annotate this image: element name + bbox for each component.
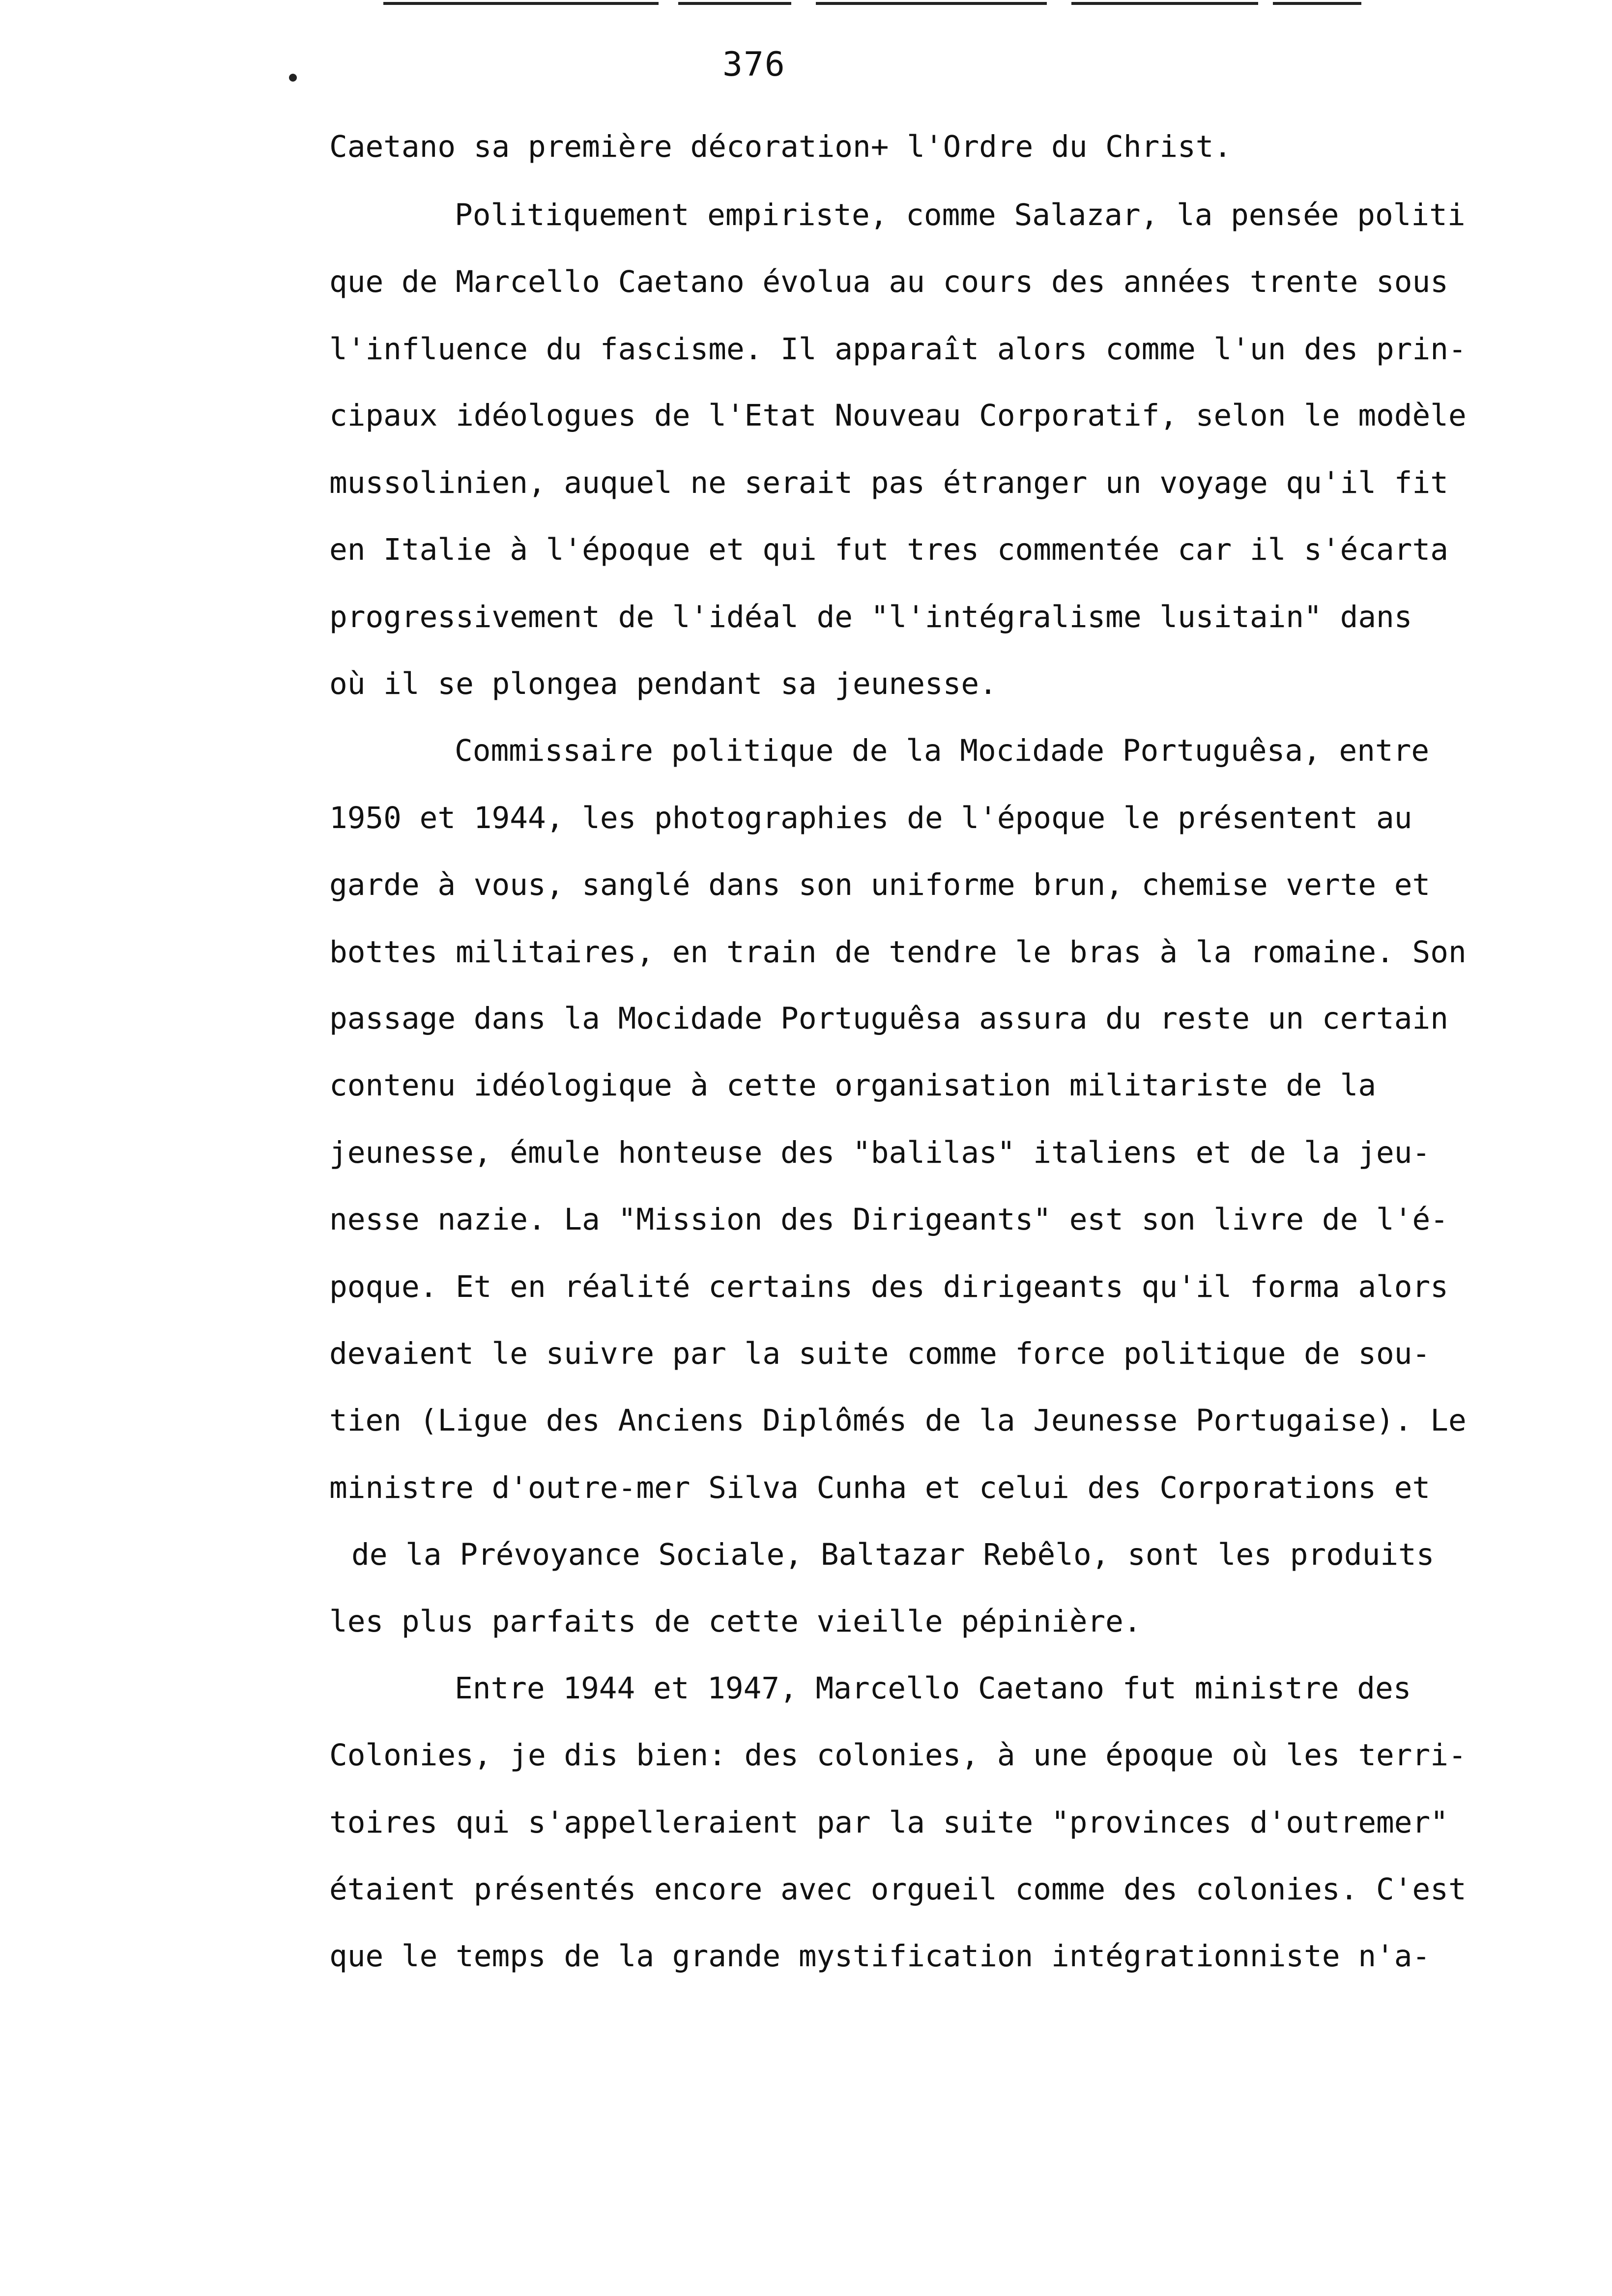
- top-rule: [1273, 2, 1361, 5]
- text-line: ministre d'outre-mer Silva Cunha et celui des Corporations et: [329, 1470, 1431, 1505]
- text-line: passage dans la Mocidade Portuguêsa assura du reste un certain: [329, 1001, 1448, 1036]
- top-rule: [816, 2, 1047, 5]
- text-line: où il se plongea pendant sa jeunesse.: [329, 666, 997, 701]
- top-rule: [383, 2, 659, 5]
- text-line: jeunesse, émule honteuse des "balilas" italiens et de la jeu-: [329, 1135, 1431, 1170]
- text-line: cipaux idéologues de l'Etat Nouveau Corporatif, selon le modèle: [329, 398, 1467, 433]
- top-rule: [678, 2, 791, 5]
- text-line: que le temps de la grande mystification intégrationniste n'a-: [329, 1939, 1431, 1974]
- text-line: nesse nazie. La "Mission des Dirigeants" est son livre de l'é-: [329, 1202, 1448, 1237]
- page-number: 376: [722, 45, 786, 84]
- text-line: devaient le suivre par la suite comme force politique de sou-: [329, 1336, 1431, 1371]
- text-line: progressivement de l'idéal de "l'intégralisme lusitain" dans: [329, 600, 1412, 634]
- text-line: garde à vous, sanglé dans son uniforme brun, chemise verte et: [329, 867, 1431, 902]
- text-line: les plus parfaits de cette vieille pépinière.: [329, 1604, 1142, 1639]
- text-line: Colonies, je dis bien: des colonies, à une époque où les terri-: [329, 1738, 1467, 1773]
- text-line: toires qui s'appelleraient par la suite "provinces d'outremer": [329, 1805, 1448, 1840]
- text-line: de la Prévoyance Sociale, Baltazar Rebêlo, sont les produits: [351, 1537, 1435, 1572]
- text-line: que de Marcello Caetano évolua au cours des années trente sous: [329, 264, 1448, 299]
- text-line: Caetano sa première décoration+ l'Ordre du Christ.: [329, 129, 1232, 164]
- text-line: contenu idéologique à cette organisation militariste de la: [329, 1068, 1377, 1103]
- text-line: Commissaire politique de la Mocidade Portuguêsa, entre: [455, 733, 1430, 768]
- text-line: Entre 1944 et 1947, Marcello Caetano fut ministre des: [455, 1671, 1411, 1706]
- ink-speck: [289, 74, 297, 82]
- text-line: mussolinien, auquel ne serait pas étranger un voyage qu'il fit: [329, 465, 1448, 500]
- text-line: 1950 et 1944, les photographies de l'époque le présentent au: [329, 801, 1412, 835]
- text-line: tien (Ligue des Anciens Diplômés de la Jeunesse Portugaise). Le: [329, 1403, 1467, 1438]
- top-rule: [1071, 2, 1258, 5]
- text-line: en Italie à l'époque et qui fut tres commentée car il s'écarta: [329, 532, 1448, 567]
- text-line: étaient présentés encore avec orgueil comme des colonies. C'est: [329, 1872, 1467, 1907]
- text-line: Politiquement empiriste, comme Salazar, la pensée politi: [455, 198, 1466, 232]
- text-line: poque. Et en réalité certains des dirigeants qu'il forma alors: [329, 1269, 1448, 1304]
- text-line: bottes militaires, en train de tendre le bras à la romaine. Son: [329, 935, 1467, 970]
- text-line: l'influence du fascisme. Il apparaît alors comme l'un des prin-: [329, 332, 1467, 367]
